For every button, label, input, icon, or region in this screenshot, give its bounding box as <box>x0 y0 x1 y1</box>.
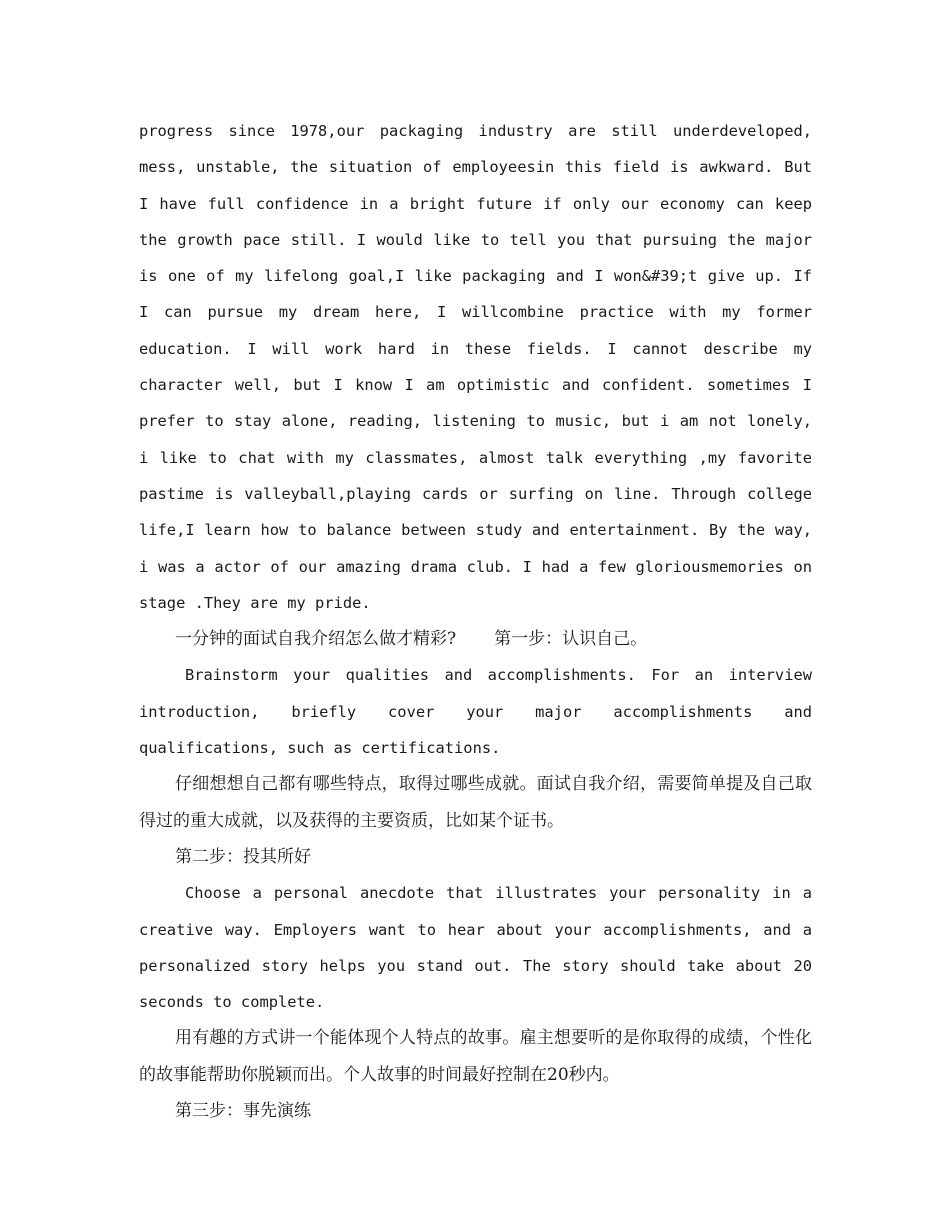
step-three-heading: 第三步：事先演练 <box>175 1101 311 1122</box>
question-heading-line <box>139 621 812 657</box>
paragraph-brainstorm-zh: 仔细想想自己都有哪些特点，取得过哪些成就。面试自我介绍，需要简单提及自己取得过的重大成就，以及获得的主要资质，比如某个证书。 <box>139 774 812 831</box>
paragraph-anecdote: Choose a personal anecdote that illustrates your personality in a creative way. Employers want to hear about your accomplishments, and a personalized story helps you stand out. The story should take about 20 seconds to complete. <box>139 884 812 1012</box>
paragraph-anecdote-zh: 用有趣的方式讲一个能体现个人特点的故事。雇主想要听的是你取得的成绩，个性化的故事能帮助你脱颖而出。个人故事的时间最好控制在20秒内。 <box>139 1028 812 1085</box>
paragraph-self-introduction: progress since 1978,our packaging industry are still underdeveloped, mess, unstable, the situation of employeesin this field is awkward. But I have full confidence in a bright future if only our economy can keep the growth pace still. I would like to tell you that pursuing the major is one of my lifelong goal,I like packaging and I won&#39;t give up. If I can pursue my dream here, I willcombine practice with my former education. I will work hard in these fields. I cannot describe my character well, but I know I am optimistic and confident. sometimes I prefer to stay alone, reading, listening to music, but i am not lonely, i like to chat with my classmates, almost talk everything ,my favorite pastime is valleyball,playing cards or surfing on line. Through college life,I learn how to balance between study and entertainment. By the way, i was a actor of our amazing drama club. I had a few gloriousmemories on stage .They are my pride. <box>139 122 812 612</box>
step-one-heading: 第一步：认识自己。 <box>494 629 648 650</box>
question-heading: 一分钟的面试自我介绍怎么做才精彩? <box>175 629 457 650</box>
paragraph-brainstorm: Brainstorm your qualities and accomplishments. For an interview introduction, briefly cover your major accomplishments and qualifications, such as certifications. <box>139 666 812 758</box>
step-two-heading: 第二步：投其所好 <box>175 846 311 867</box>
document-body <box>139 113 812 1129</box>
